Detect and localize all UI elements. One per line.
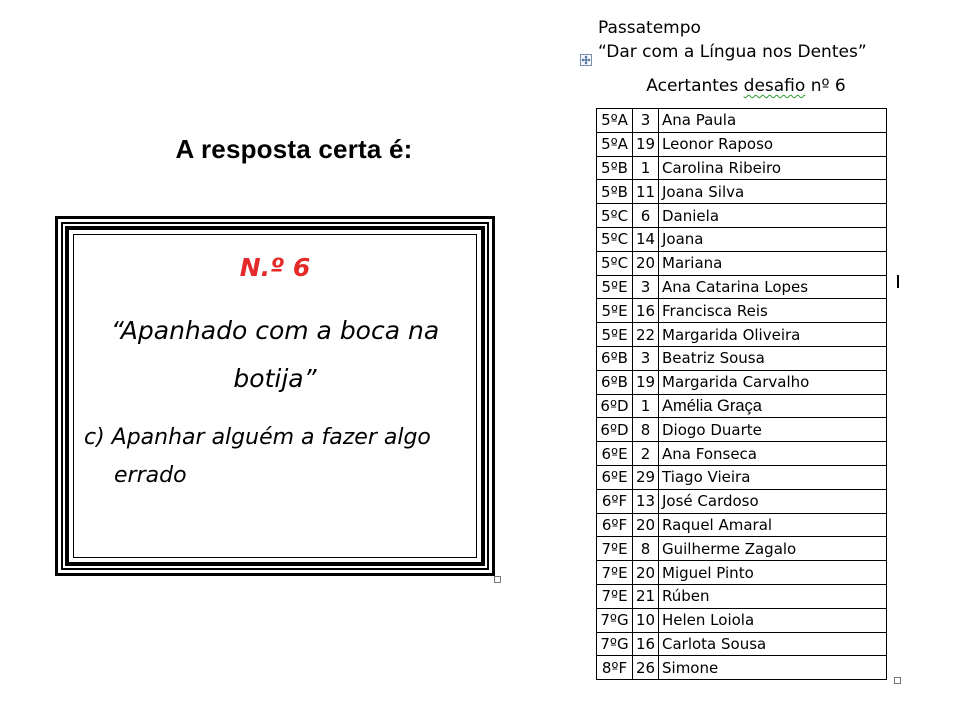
winner-class: 5ºE: [597, 299, 633, 323]
winner-name: Margarida Carvalho: [659, 370, 887, 394]
table-row: [597, 204, 887, 228]
table-row: [597, 156, 887, 180]
winner-class: 5ºA: [597, 109, 633, 133]
winner-number: 11: [633, 180, 659, 204]
table-row: [597, 418, 887, 442]
table-row: [597, 394, 887, 418]
expression-line-2: botija”: [233, 364, 317, 393]
winners-caption: [598, 76, 894, 96]
winner-name: Guilherme Zagalo: [659, 537, 887, 561]
winner-number: 16: [633, 299, 659, 323]
winner-class: 8ºF: [597, 656, 633, 680]
table-row: [597, 442, 887, 466]
winner-number: 1: [633, 394, 659, 418]
winner-name: Helen Loiola: [659, 608, 887, 632]
expression-line-1: “Apanhado com a boca na: [110, 316, 440, 345]
winner-class: 7ºE: [597, 584, 633, 608]
winners-table: [596, 108, 887, 680]
winner-class: 5ºE: [597, 323, 633, 347]
caption-suffix: nº 6: [805, 76, 846, 96]
winner-class: 7ºE: [597, 537, 633, 561]
winner-class: 5ºB: [597, 156, 633, 180]
winner-name: Mariana: [659, 251, 887, 275]
winner-name: Joana Silva: [659, 180, 887, 204]
winner-number: 2: [633, 442, 659, 466]
winner-number: 19: [633, 132, 659, 156]
winner-name: Carolina Ribeiro: [659, 156, 887, 180]
winner-number: 6: [633, 204, 659, 228]
table-row: [597, 656, 887, 680]
table-row: [597, 323, 887, 347]
winner-number: 16: [633, 632, 659, 656]
winner-name: Beatriz Sousa: [659, 346, 887, 370]
winner-class: 5ºA: [597, 132, 633, 156]
winner-class: 5ºC: [597, 204, 633, 228]
winner-number: 8: [633, 537, 659, 561]
winner-class: 5ºE: [597, 275, 633, 299]
winner-number: 20: [633, 251, 659, 275]
winner-number: 20: [633, 513, 659, 537]
table-row: [597, 346, 887, 370]
winner-name: Diogo Duarte: [659, 418, 887, 442]
winner-class: 6ºD: [597, 394, 633, 418]
table-row: [597, 608, 887, 632]
winner-name: Tiago Vieira: [659, 465, 887, 489]
card-resize-handle[interactable]: [494, 576, 501, 583]
winner-number: 29: [633, 465, 659, 489]
winner-name: Amélia Graça: [659, 394, 887, 418]
card-expression: [86, 307, 464, 403]
winner-name: Ana Paula: [659, 109, 887, 133]
winner-number: 8: [633, 418, 659, 442]
table-row: [597, 584, 887, 608]
winner-name: Daniela: [659, 204, 887, 228]
option-line-1: c) Apanhar alguém a fazer algo: [84, 425, 431, 450]
table-row: [597, 275, 887, 299]
table-resize-handle[interactable]: [894, 677, 901, 684]
winner-number: 13: [633, 489, 659, 513]
winner-class: 6ºF: [597, 513, 633, 537]
winner-number: 1: [633, 156, 659, 180]
winner-number: 3: [633, 109, 659, 133]
table-row: [597, 465, 887, 489]
table-row: [597, 180, 887, 204]
winner-class: 5ºC: [597, 227, 633, 251]
winner-class: 6ºE: [597, 465, 633, 489]
winner-name: Francisca Reis: [659, 299, 887, 323]
winner-class: 6ºB: [597, 346, 633, 370]
table-row: [597, 632, 887, 656]
winner-class: 7ºG: [597, 608, 633, 632]
winner-number: 20: [633, 561, 659, 585]
winner-name: Leonor Raposo: [659, 132, 887, 156]
winner-name: Ana Catarina Lopes: [659, 275, 887, 299]
winner-name: Simone: [659, 656, 887, 680]
table-row: [597, 561, 887, 585]
winner-class: 7ºG: [597, 632, 633, 656]
winner-class: 6ºD: [597, 418, 633, 442]
winner-number: 22: [633, 323, 659, 347]
caption-prefix: Acertantes: [646, 76, 744, 96]
winner-name: José Cardoso: [659, 489, 887, 513]
winner-number: 3: [633, 346, 659, 370]
winner-number: 19: [633, 370, 659, 394]
winner-name: Ana Fonseca: [659, 442, 887, 466]
table-row: [597, 299, 887, 323]
winner-number: 3: [633, 275, 659, 299]
table-row: [597, 370, 887, 394]
contest-title-line-1: Passatempo: [598, 18, 701, 38]
table-row: [597, 537, 887, 561]
table-row: [597, 132, 887, 156]
card-answer-option: [84, 419, 454, 495]
winner-number: 10: [633, 608, 659, 632]
caption-word: desafio: [743, 76, 806, 96]
winner-name: Rúben: [659, 584, 887, 608]
winner-class: 5ºC: [597, 251, 633, 275]
option-line-2: errado: [114, 463, 187, 488]
winner-class: 7ºE: [597, 561, 633, 585]
winner-number: 21: [633, 584, 659, 608]
winner-class: 6ºB: [597, 370, 633, 394]
winner-name: Raquel Amaral: [659, 513, 887, 537]
table-row: [597, 109, 887, 133]
winner-class: 5ºB: [597, 180, 633, 204]
answer-heading: A resposta certa é:: [175, 134, 413, 164]
table-row: [597, 513, 887, 537]
card-number: N.º 6: [239, 253, 311, 282]
winner-name: Miguel Pinto: [659, 561, 887, 585]
table-row: [597, 489, 887, 513]
answer-card: [55, 216, 495, 576]
move-arrows-icon[interactable]: [580, 54, 592, 66]
winner-number: 26: [633, 656, 659, 680]
contest-title: [598, 16, 867, 64]
winner-number: 14: [633, 227, 659, 251]
winner-name: Joana: [659, 227, 887, 251]
text-cursor-mark: [897, 275, 899, 288]
table-row: [597, 251, 887, 275]
contest-title-line-2: “Dar com a Língua nos Dentes”: [598, 42, 867, 62]
winner-class: 6ºF: [597, 489, 633, 513]
winner-name: Carlota Sousa: [659, 632, 887, 656]
winner-name: Margarida Oliveira: [659, 323, 887, 347]
winner-class: 6ºE: [597, 442, 633, 466]
table-row: [597, 227, 887, 251]
